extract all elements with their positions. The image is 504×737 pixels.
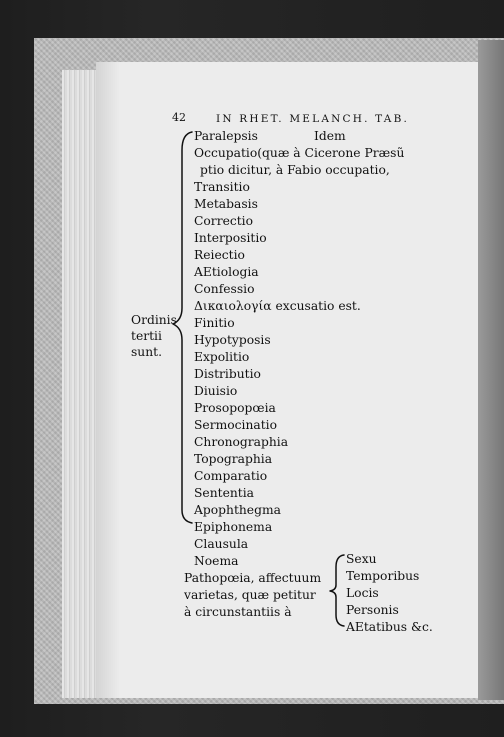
left-label-line: Ordinis [131, 313, 177, 327]
figure-item: Finitio [194, 316, 235, 330]
circumstance-item: Locis [346, 586, 379, 600]
left-label-line: sunt. [131, 345, 163, 359]
pathopoeia-line: Pathopœia, affectuum [184, 571, 322, 585]
figure-item: Correctio [194, 214, 254, 228]
figure-item: Noema [194, 554, 239, 568]
figure-item: Hypotyposis [194, 333, 271, 347]
figure-item: AEtiologia [194, 265, 259, 279]
figure-note: Idem [314, 129, 346, 143]
figure-item: Topographia [194, 452, 273, 466]
figure-item: Sententia [194, 486, 254, 500]
figure-item: Diuisio [194, 384, 238, 398]
pathopoeia-line: à circunstantiis à [184, 605, 292, 619]
figure-item: Chronographia [194, 435, 289, 449]
figure-item: Transitio [194, 180, 250, 194]
circumstance-item: AEtatibus &c. [346, 620, 433, 634]
book-edge-right [478, 40, 504, 700]
figure-item: Interpositio [194, 231, 267, 245]
figure-item: Distributio [194, 367, 261, 381]
circumstances-brace [328, 553, 348, 628]
page-number: 42 [172, 111, 186, 124]
circumstance-item: Sexu [346, 552, 377, 566]
figure-item: Metabasis [194, 197, 258, 211]
figure-item: Prosopopœia [194, 401, 276, 415]
figure-item: Clausula [194, 537, 249, 551]
figure-item: Δικαιολογία excusatio est. [194, 299, 361, 313]
pathopoeia-line: varietas, quæ petitur [184, 588, 316, 602]
figure-item: Occupatio(quæ à Cicerone Præsũ [194, 146, 405, 160]
figure-item: Expolitio [194, 350, 250, 364]
running-title: IN RHET. MELANCH. TAB. [216, 113, 410, 125]
figure-item: Sermocinatio [194, 418, 277, 432]
figure-item: Reiectio [194, 248, 245, 262]
left-label-line: tertii [131, 329, 162, 343]
figure-item: Epiphonema [194, 520, 273, 534]
circumstance-item: Temporibus [346, 569, 420, 583]
figure-item: Comparatio [194, 469, 268, 483]
figure-item: Confessio [194, 282, 255, 296]
figure-item: Apophthegma [194, 503, 281, 517]
figure-item: ptio dicitur, à Fabio occupatio, [200, 163, 390, 177]
circumstance-item: Personis [346, 603, 399, 617]
figure-item: Paralepsis [194, 129, 258, 143]
